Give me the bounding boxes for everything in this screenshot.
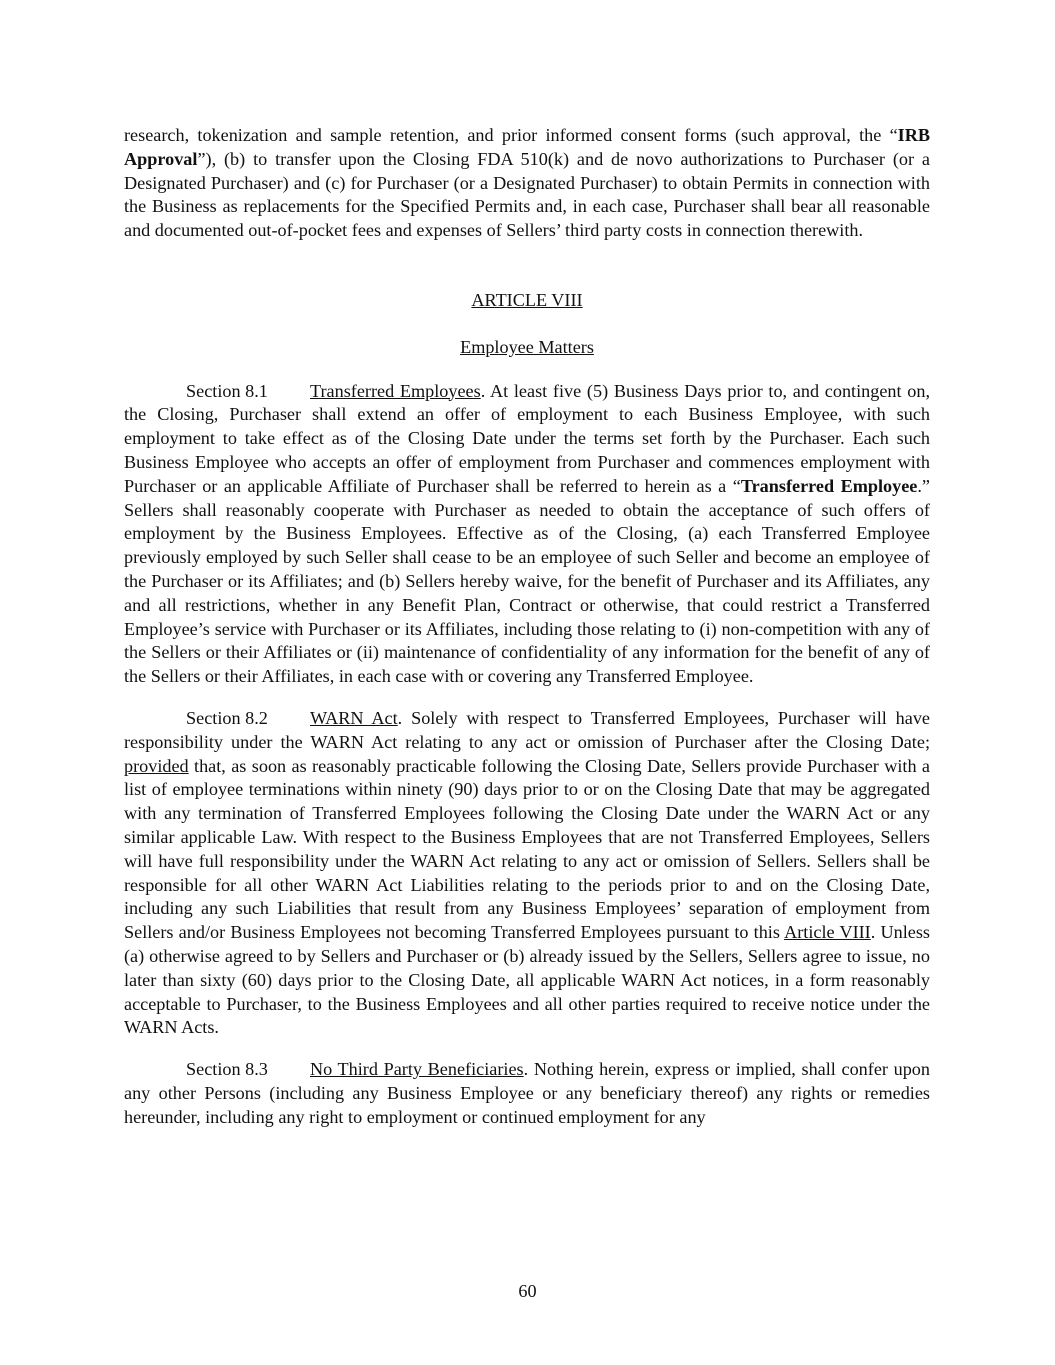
defined-term-transferred-employee: Transferred Employee [740,475,918,496]
section-8-2-title: WARN Act [310,707,398,728]
article-viii-reference: Article VIII [784,922,871,943]
section-8-1-text-1: . At least five (5) Business Days prior to, and contingent on, the Closing, Purchaser shall extend an offer of employment to each Business Employee, with such employment to take effect as of the Closing Date under the terms set forth by the Purchaser. Each such Business Employee who accepts an offer of employment from Purchaser and commences employment with Purchaser or an applicable Affiliate of Purchaser shall be referred to herein as a “ [124,380,930,496]
section-8-3-title: No Third Party Beneficiaries [310,1059,524,1080]
section-8-2-text-1: . Solely with respect to Transferred Employees, Purchaser will have responsibility under the WARN Act relating to any act or omission of Purchaser after the Closing Date; [124,707,930,752]
article-heading: ARTICLE VIII [471,289,583,310]
article-subheading: Employee Matters [460,336,594,357]
section-8-2 [124,707,930,1040]
section-8-2-number: Section 8.2 [186,707,268,728]
section-8-1-title: Transferred Employees [310,380,481,401]
section-8-3-text-1: . Nothing herein, express or implied, shall confer upon any other Persons (including any Business Employee or any beneficiary thereof) any rights or remedies hereunder, including any right to employment or continued employment for any [124,1059,930,1127]
section-8-1 [124,380,930,689]
section-8-2-text-3: . Unless (a) otherwise agreed to by Sellers and Purchaser or (b) already issued by the Sellers, Sellers agree to issue, no later than sixty (60) days prior to the Closing Date, all applicable WARN Act notices, in a form reasonably acceptable to Purchaser, to the Business Employees and all other parties required to receive notice under the WARN Acts. [124,922,930,1038]
section-8-1-number: Section 8.1 [186,380,268,401]
intro-text-1: research, tokenization and sample retention, and prior informed consent forms (such approval, the “ [124,125,898,145]
section-8-3-number: Section 8.3 [186,1059,268,1080]
provided-term: provided [124,755,189,776]
intro-text-2: ”), (b) to transfer upon the Closing FDA 510(k) and de novo authorizations to Purchaser (or a Designated Purchaser) and (c) for Purchaser (or a Designated Purchaser) to obtain Permits in connection with the Business as replacements for the Specified Permits and, in each case, Purchaser shall bear all reasonable and documented out-of-pocket fees and expenses of Sellers’ third party costs in connection therewith. [124,148,930,241]
page-number: 60 [518,1281,537,1301]
document-page [124,124,930,1129]
section-8-2-text-2: that, as soon as reasonably practicable following the Closing Date, Sellers provide Purchaser with a list of employee terminations within ninety (90) days prior to or on the Closing Date that may be aggregated with any termination of Transferred Employees following the Closing Date under the WARN Act or any similar applicable Law. With respect to the Business Employees that are not Transferred Employees, Sellers will have full responsibility under the WARN Act relating to any act or omission of Sellers. Sellers shall be responsible for all other WARN Act Liabilities relating to the periods prior to and on the Closing Date, including any such Liabilities that result from any Business Employees’ separation of employment from Sellers and/or Business Employees not becoming Transferred Employees pursuant to this [124,755,930,943]
intro-paragraph [124,124,930,243]
defined-term-irb-approval: IRB Approval [124,125,930,169]
section-8-3 [124,1058,930,1129]
section-8-1-text-2: .” Sellers shall reasonably cooperate with Purchaser as needed to obtain the acceptance of such offers of employment by the Business Employees. Effective as of the Closing, (a) each Transferred Employee previously employed by such Seller shall cease to be an employee of such Seller and become an employee of the Purchaser or its Affiliates; and (b) Sellers hereby waive, for the benefit of Purchaser and its Affiliates, any and all restrictions, whether in any Benefit Plan, Contract or otherwise, that could restrict a Transferred Employee’s service with Purchaser or its Affiliates, including those relating to (i) non-competition with any of the Sellers or their Affiliates or (ii) maintenance of confidentiality of any information for the benefit of any of the Sellers or their Affiliates, in each case with or covering any Transferred Employee. [124,475,930,687]
